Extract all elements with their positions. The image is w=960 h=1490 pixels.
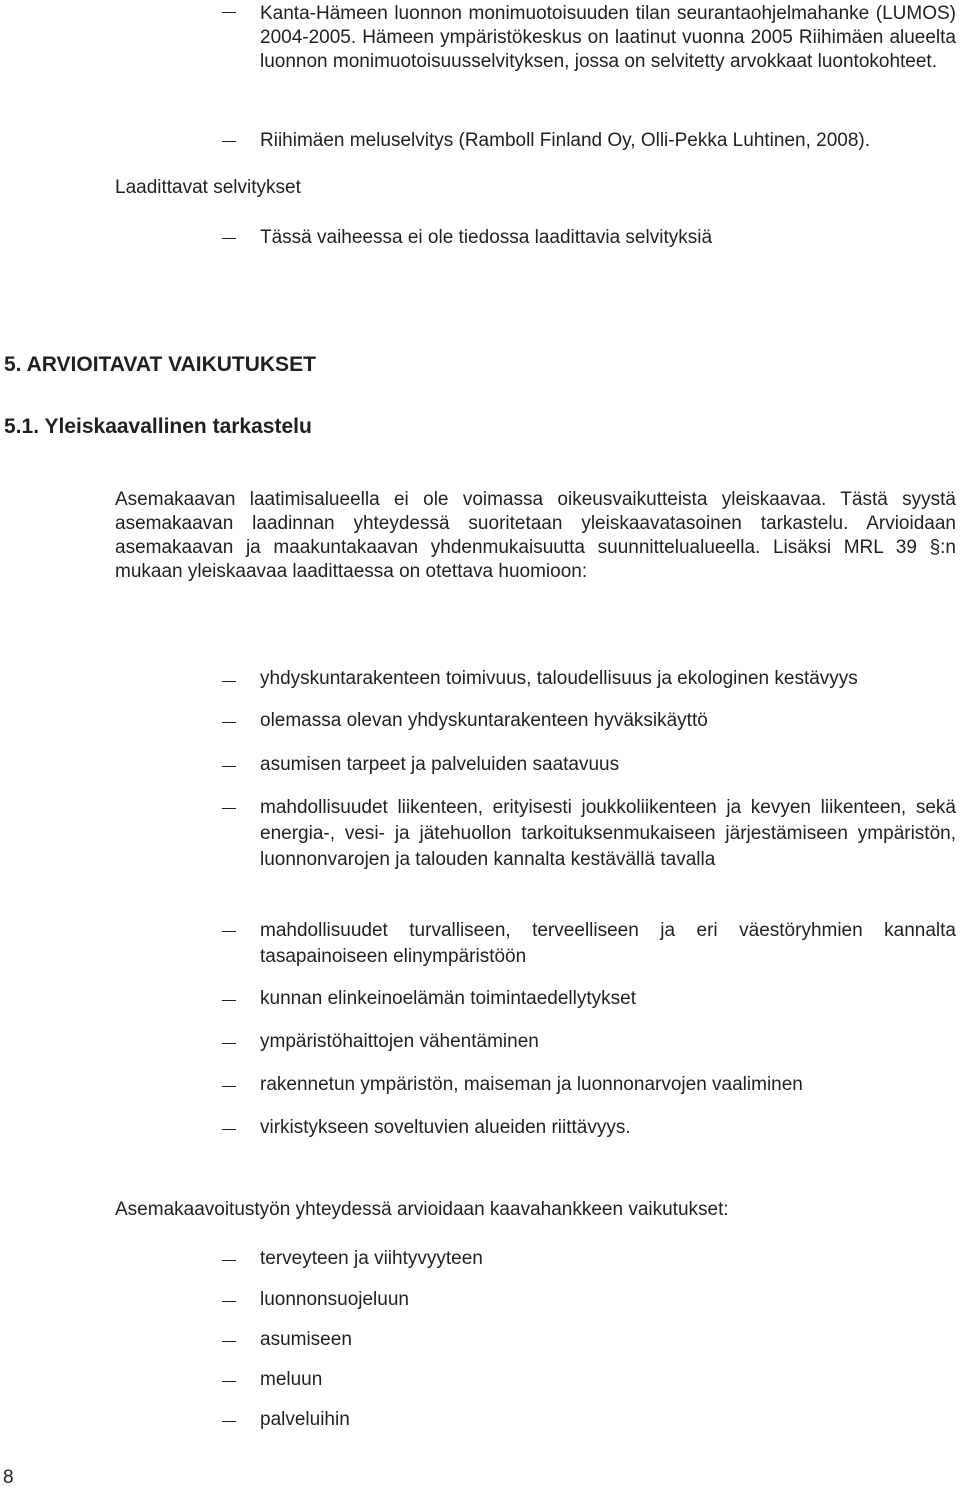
list-item: ympäristöhaittojen vähentäminen <box>260 1031 539 1052</box>
list-item: rakennetun ympäristön, maiseman ja luonnonarvojen vaaliminen <box>260 1074 803 1095</box>
dash-marker <box>222 722 236 723</box>
list-item: mahdollisuudet turvalliseen, terveelliseen ja eri väestöryhmien kannalta tasapainoiseen elinympäristöön <box>260 920 956 967</box>
dash-marker <box>222 1381 236 1382</box>
subsection-heading: 5.1. Yleiskaavallinen tarkastelu <box>4 415 312 438</box>
impacts-intro: Asemakaavoitustyön yhteydessä arvioidaan kaavahankkeen vaikutukset: <box>115 1199 729 1220</box>
list-item: Tässä vaiheessa ei ole tiedossa laadittavia selvityksiä <box>260 227 713 248</box>
dash-marker <box>222 1086 236 1087</box>
dash-marker <box>222 766 236 767</box>
body-paragraph: Asemakaavan laatimisalueella ei ole voimassa oikeusvaikutteista yleiskaavaa. Tästä syystä asemakaavan laadinnan yhteydessä suoritetaan yleiskaavatasoinen tarkastelu. Arvioidaan asemakaavan ja maakuntakaavan yhdenmukaisuutta suunnittelualueella. Lisäksi MRL 39 §:n mukaan yleiskaavaa laadittaessa on otettava huomioon: <box>115 489 956 582</box>
dash-marker <box>222 141 236 142</box>
list-item: palveluihin <box>260 1409 350 1430</box>
dash-marker <box>222 1000 236 1001</box>
dash-marker <box>222 12 236 13</box>
list-item: kunnan elinkeinoelämän toimintaedellytykset <box>260 988 637 1009</box>
list-item: Kanta-Hämeen luonnon monimuotoisuuden tilan seurantaohjelmahanke (LUMOS) 2004-2005. Hämeen ympäristökeskus on laatinut vuonna 2005 Riihimäen alueelta luonnon monimuotoisuusselvityksen, jossa on selvitetty arvokkaat luontokohteet. <box>260 3 956 72</box>
list-item: luonnonsuojeluun <box>260 1289 409 1310</box>
page-number: 8 <box>3 1467 14 1488</box>
list-item: terveyteen ja viihtyvyyteen <box>260 1248 483 1269</box>
dash-marker <box>222 238 236 239</box>
list-item: asumiseen <box>260 1329 352 1350</box>
dash-marker <box>222 1129 236 1130</box>
list-item: olemassa olevan yhdyskuntarakenteen hyväksikäyttö <box>260 710 708 731</box>
dash-marker <box>222 808 236 809</box>
list-item: meluun <box>260 1369 323 1390</box>
list-item: virkistykseen soveltuvien alueiden riittävyys. <box>260 1117 631 1138</box>
side-label: Laadittavat selvitykset <box>115 177 301 198</box>
list-item: Riihimäen meluselvitys (Ramboll Finland Oy, Olli-Pekka Luhtinen, 2008). <box>260 130 871 151</box>
dash-marker <box>222 1341 236 1342</box>
dash-marker <box>222 1260 236 1261</box>
list-item: asumisen tarpeet ja palveluiden saatavuus <box>260 754 620 775</box>
dash-marker <box>222 931 236 932</box>
section-heading: 5. ARVIOITAVAT VAIKUTUKSET <box>4 353 316 376</box>
dash-marker <box>222 681 236 682</box>
dash-marker <box>222 1301 236 1302</box>
dash-marker <box>222 1421 236 1422</box>
list-item: mahdollisuudet liikenteen, erityisesti joukkoliikenteen ja kevyen liikenteen, sekä energia-, vesi- ja jätehuollon tarkoituksenmukaiseen järjestämiseen ympäristön, luonnonvarojen ja talouden kannalta kestävällä tavalla <box>260 797 956 870</box>
dash-marker <box>222 1043 236 1044</box>
list-item: yhdyskuntarakenteen toimivuus, taloudellisuus ja ekologinen kestävyys <box>260 668 858 689</box>
